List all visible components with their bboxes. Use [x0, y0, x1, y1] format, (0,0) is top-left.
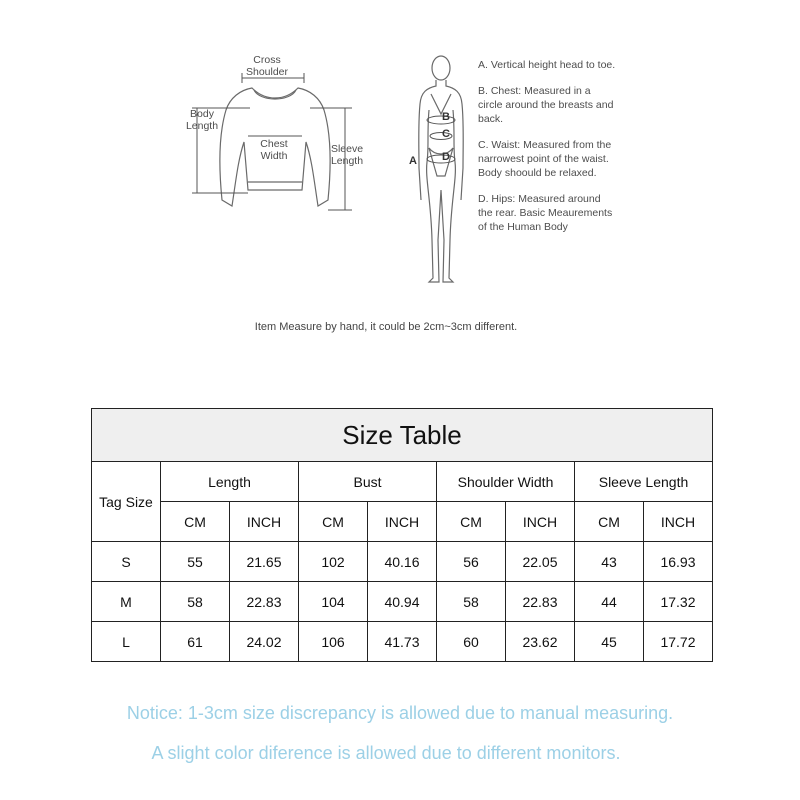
human-body-diagram [405, 50, 475, 290]
value-cell: 55 [161, 542, 230, 582]
value-cell: 41.73 [368, 622, 437, 662]
marker-a: A [409, 155, 417, 167]
size-cell: L [92, 622, 161, 662]
body-length-label: Body Length [185, 108, 219, 132]
value-cell: 24.02 [230, 622, 299, 662]
group-sleeve-length-header: Sleeve Length [575, 462, 713, 502]
table-row [92, 582, 713, 622]
marker-d: D [442, 151, 450, 163]
unit-header: INCH [644, 502, 713, 542]
value-cell: 43 [575, 542, 644, 582]
group-bust-header: Bust [299, 462, 437, 502]
note-d: D. Hips: Measured around the rear. Basic Meaurements of the Human Body [478, 193, 613, 233]
head [432, 56, 450, 80]
value-cell: 102 [299, 542, 368, 582]
tag-size-header: Tag Size [92, 462, 161, 542]
value-cell: 44 [575, 582, 644, 622]
unit-header: CM [437, 502, 506, 542]
hips-measure [427, 155, 455, 163]
unit-header: CM [299, 502, 368, 542]
chest-measure [427, 116, 455, 124]
size-table-title: Size Table [92, 409, 713, 462]
item-measure-note: Item Measure by hand, it could be 2cm~3cm different. [254, 321, 518, 333]
value-cell: 40.94 [368, 582, 437, 622]
chest-width-label: Chest Width [260, 138, 288, 162]
marker-b: B [442, 111, 450, 123]
value-cell: 106 [299, 622, 368, 662]
notice-color-difference: A slight color diference is allowed due to different monitors. [151, 743, 621, 763]
note-a: A. Vertical height head to toe. [478, 59, 616, 71]
size-cell: S [92, 542, 161, 582]
value-cell: 23.62 [506, 622, 575, 662]
value-cell: 58 [161, 582, 230, 622]
body-outline [419, 80, 464, 282]
value-cell: 61 [161, 622, 230, 662]
value-cell: 22.05 [506, 542, 575, 582]
value-cell: 40.16 [368, 542, 437, 582]
value-cell: 56 [437, 542, 506, 582]
value-cell: 104 [299, 582, 368, 622]
note-c: C. Waist: Measured from the narrowest point of the waist. Body shoould be relaxed. [478, 139, 612, 179]
measurement-notes [478, 58, 618, 246]
value-cell: 22.83 [506, 582, 575, 622]
value-cell: 21.65 [230, 542, 299, 582]
note-b: B. Chest: Measured in a circle around the breasts and back. [478, 85, 614, 125]
cross-shoulder-label: Cross Shoulder [245, 54, 289, 78]
value-cell: 16.93 [644, 542, 713, 582]
marker-c: C [442, 128, 450, 140]
group-length-header: Length [161, 462, 299, 502]
unit-header: INCH [368, 502, 437, 542]
value-cell: 45 [575, 622, 644, 662]
notice-manual-measuring: Notice: 1-3cm size discrepancy is allowed due to manual measuring. [126, 703, 674, 723]
unit-header: CM [575, 502, 644, 542]
unit-header: CM [161, 502, 230, 542]
sleeve-length-label: Sleeve Length [330, 143, 364, 167]
value-cell: 22.83 [230, 582, 299, 622]
table-row [92, 622, 713, 662]
value-cell: 17.32 [644, 582, 713, 622]
size-cell: M [92, 582, 161, 622]
unit-header: INCH [506, 502, 575, 542]
group-shoulder-width-header: Shoulder Width [437, 462, 575, 502]
value-cell: 58 [437, 582, 506, 622]
unit-header: INCH [230, 502, 299, 542]
table-row [92, 542, 713, 582]
size-table [91, 408, 713, 662]
value-cell: 60 [437, 622, 506, 662]
value-cell: 17.72 [644, 622, 713, 662]
